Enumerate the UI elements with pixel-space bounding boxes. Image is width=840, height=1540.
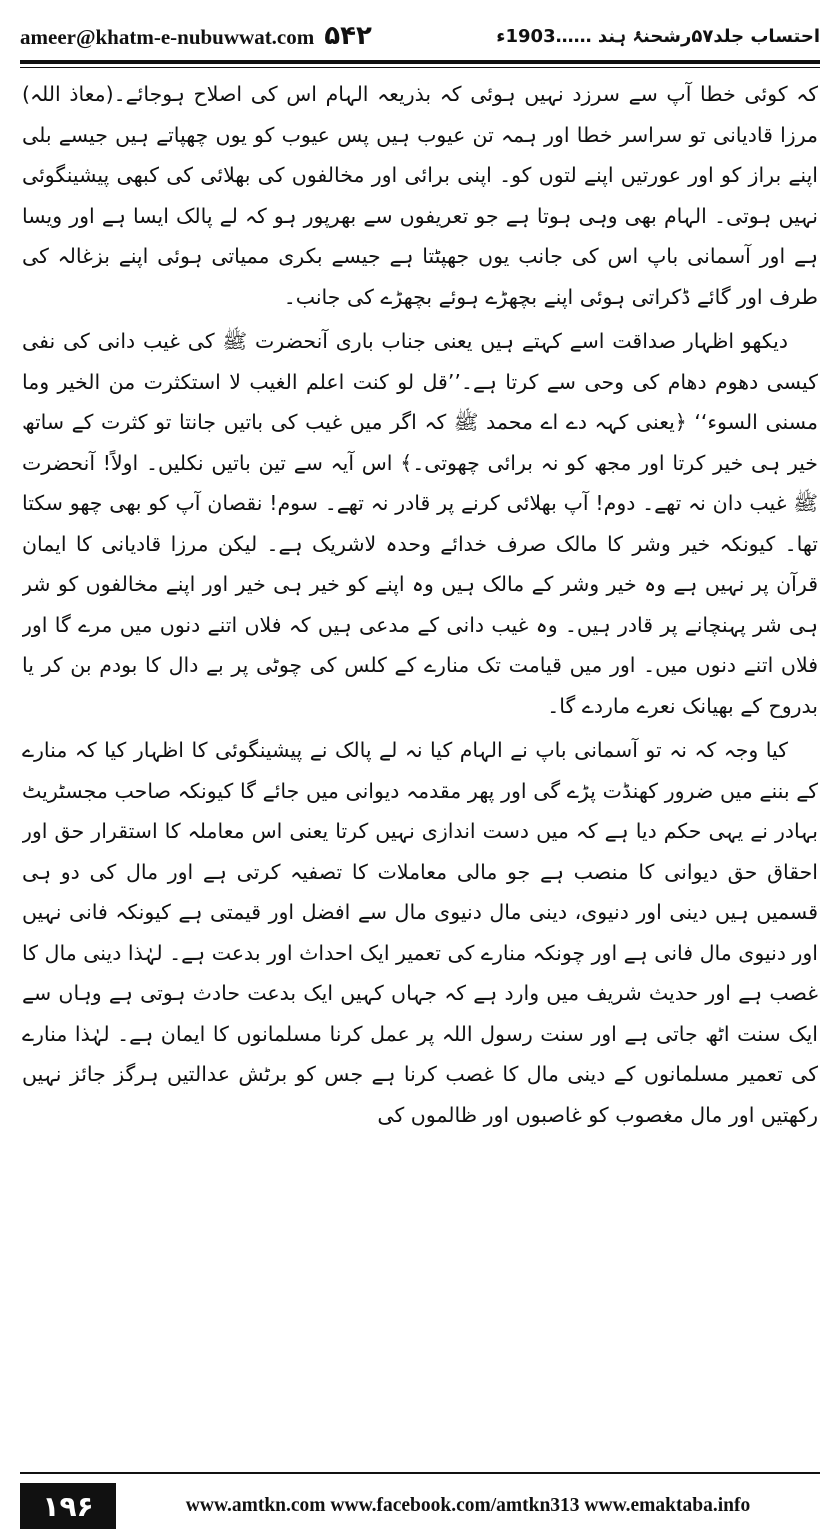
- paragraph-1: کہ کوئی خطا آپ سے سرزد نہیں ہوئی کہ بذریعہ الہام اس کی اصلاح ہوجائے۔(معاذ اللہ) مرزا قادیانی تو سراسر خطا اور ہمہ تن عیوب ہیں پس عیوب کو یوں چھپاتے ہیں جیسے بلی اپنے براز کو اور عورتیں اپنے لتوں کو۔ اپنی برائی اور مخالفوں کی بھلائی کی کبھی پیشینگوئی نہیں ہوتی۔ الہام بھی وہی ہوتا ہے جو تعریفوں سے بھرپور ہو کہ لے پالک ایسا ہے اور ویسا ہے اور آسمانی باپ اس کی جانب یوں جھپٹتا ہے جیسے بکری ممیاتی ہوئی اپنے بزغالہ کی طرف اور گائے ڈکراتی ہوئی اپنے بچھڑے ہوئے بچھڑے کی جانب۔: [22, 82, 818, 309]
- paragraph-2: دیکھو اظہار صداقت اسے کہتے ہیں یعنی جناب باری آنحضرت ﷺ کی غیب دانی کی نفی کیسی دھوم دھام کی وحی سے کرتا ہے۔’’قل لو کنت اعلم الغیب لا استکثرت من الخیر وما مسنی السوء‘‘ ﴿یعنی کہہ دے اے محمد ﷺ کہ اگر میں غیب کی باتیں جانتا تو کثرت کے ساتھ خیر ہی خیر کرتا اور مجھ کو نہ برائی چھوتی۔﴾ اس آیہ سے تین باتیں نکلیں۔ اولاً! آنحضرت ﷺ غیب دان نہ تھے۔ دوم! آپ بھلائی کرنے پر قادر نہ تھے۔ سوم! نقصان آپ کو بھی چھو سکتا تھا۔ کیونکہ خیر وشر کا مالک صرف خدائے وحدہ لاشریک ہے۔ لیکن مرزا قادیانی کا ایمان قرآن پر نہیں ہے وہ خیر وشر کے مالک ہیں وہ اپنے کو خیر ہی خیر اور اپنے مخالفوں کو شر ہی شر پہنچانے پر قادر ہیں۔ وہ غیب دانی کے مدعی ہیں کہ فلاں اتنے دنوں میں مرے گا اور فلاں اتنے دنوں میں۔ اور میں قیامت تک منارے کے کلس کی چوٹی پر بے دال کا بودم بن کر یا بدروح کے بھیانک نعرے ماردے گا۔: [22, 329, 818, 718]
- header-page-number: ۵۴۲: [324, 21, 372, 51]
- paragraph-3: کیا وجہ کہ نہ تو آسمانی باپ نے الہام کیا نہ لے پالک نے پیشینگوئی کا اظہار کیا کہ منارے کے بننے میں ضرور کھنڈت پڑے گی اور پھر مقدمہ دیوانی میں جائے گا کیونکہ صاحب مجسٹریٹ بہادر نے یہی حکم دیا ہے کہ میں دست اندازی نہیں کرتا یعنی اس معاملہ کا استقرار حق اور احقاق حق دیوانی کا منصب ہے جو مالی معاملات کا تصفیہ کرتی ہے اور مال کی دو ہی قسمیں ہیں دینی اور دنیوی، دینی مال دنیوی مال سے افضل اور قیمتی ہے کیونکہ فانی نہیں اور دنیوی مال فانی ہے اور چونکہ منارے کی تعمیر ایک احداث اور بدعت ہے۔ لہٰذا دینی مال کا غصب ہے اور حدیث شریف میں وارد ہے کہ جہاں کہیں ایک بدعت حادث ہوتی ہے وہاں سے ایک سنت اٹھ جاتی ہے اور سنت رسول اللہ پر عمل کرنا مسلمانوں کا ایمان ہے۔ لہٰذا منارے کی تعمیر مسلمانوں کے دینی مال کا غصب کرنا ہے جس کو برٹش عدالتیں ہرگز جائز نہیں رکھتیں اور مال مغصوب کو غاصبوں اور ظالموں کی: [22, 738, 818, 1127]
- header-email: ameer@khatm-e-nubuwwat.com: [20, 25, 315, 49]
- page-header: [20, 16, 820, 56]
- header-rule: [20, 60, 820, 68]
- footer-page-number: ۱۹۶: [20, 1483, 116, 1529]
- footer-rule: [20, 1472, 820, 1474]
- footer-links: www.amtkn.com www.facebook.com/amtkn313 www.emaktaba.info: [185, 1495, 751, 1516]
- page-body: [22, 74, 818, 1459]
- header-title: احتساب جلد۵۷رشحنۂ ہند ……1903ء: [496, 25, 820, 47]
- page-footer: [20, 1480, 820, 1532]
- header-left: [20, 21, 372, 51]
